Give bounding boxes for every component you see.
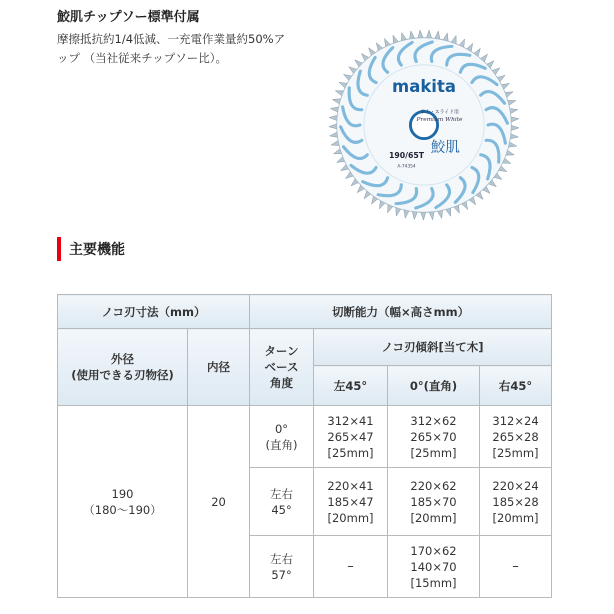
cell-text: 190 xyxy=(111,486,134,501)
capacity-cell xyxy=(480,406,552,468)
cell-text: 57° xyxy=(271,567,292,582)
cell-text: [20mm] xyxy=(492,510,539,525)
cell-text: [20mm] xyxy=(410,510,457,525)
cell-text: [25mm] xyxy=(327,445,374,460)
section-title: 主要機能 xyxy=(69,242,125,258)
header-left-45: 左45° xyxy=(314,366,388,406)
header-text: ベース xyxy=(264,360,299,374)
header-turn-base-angle xyxy=(250,329,314,406)
cell-text: 45° xyxy=(271,502,292,517)
cell-text: 左右 xyxy=(270,551,294,566)
header-text: (使用できる刃物径) xyxy=(71,368,174,382)
table-header-row xyxy=(58,295,552,329)
blade-subtitle-en: Premium White xyxy=(416,117,463,124)
cell-text: 220×62 xyxy=(410,478,457,493)
description-line: 摩擦抵抗約1/4低減、一充電作業量約50%ア xyxy=(57,32,286,46)
cell-text: 265×70 xyxy=(410,429,457,444)
cell-text: 185×28 xyxy=(492,494,539,509)
saw-blade-image xyxy=(327,28,521,222)
cell-text: 140×70 xyxy=(410,559,457,574)
product-title: 鮫肌チップソー標準付属 xyxy=(57,10,200,25)
cell-text: 170×62 xyxy=(410,543,457,558)
capacity-cell xyxy=(314,468,388,536)
header-text: 外径 xyxy=(111,352,134,366)
cell-text: 220×24 xyxy=(492,478,539,493)
header-right-45: 右45° xyxy=(480,366,552,406)
blade-brand-logo: makita xyxy=(392,77,456,97)
outer-diameter-cell xyxy=(58,406,188,598)
header-outer-diameter xyxy=(58,329,188,406)
cell-text: 312×41 xyxy=(327,413,374,428)
cell-text: 265×47 xyxy=(327,429,374,444)
cell-text: 220×41 xyxy=(327,478,374,493)
capacity-cell xyxy=(480,468,552,536)
cell-text: [15mm] xyxy=(410,575,457,590)
header-text: 角度 xyxy=(270,376,294,390)
header-saw-size: ノコ刃寸法（mm） xyxy=(58,295,250,329)
header-zero: 0°(直角) xyxy=(388,366,480,406)
angle-cell xyxy=(250,468,314,536)
product-description xyxy=(57,30,307,68)
cell-text: 左右 xyxy=(270,486,294,501)
header-blade-tilt: ノコ刃傾斜[当て木] xyxy=(314,329,552,366)
capacity-cell xyxy=(388,468,480,536)
section-accent-bar xyxy=(57,237,61,261)
cell-text: 185×70 xyxy=(410,494,457,509)
description-line: ップ （当社従来チップソー比）。 xyxy=(57,51,228,65)
blade-spec-label: 190/65T xyxy=(388,150,425,160)
section-heading xyxy=(57,236,125,262)
cell-text: [20mm] xyxy=(327,510,374,525)
capacity-cell xyxy=(388,406,480,468)
header-inner-diameter: 内径 xyxy=(188,329,250,406)
cell-text: [25mm] xyxy=(410,445,457,460)
header-cutting-capacity: 切断能力（幅×高さmm） xyxy=(250,295,552,329)
cell-text: 312×24 xyxy=(492,413,539,428)
capacity-cell-empty: – xyxy=(314,536,388,598)
blade-subtitle: 卓上・スライド用 xyxy=(420,109,459,116)
spec-table xyxy=(57,294,552,598)
cell-text: 185×47 xyxy=(327,494,374,509)
blade-kanji-logo: 鮫肌 xyxy=(430,139,460,157)
cell-text: (直角) xyxy=(265,437,298,452)
table-header-row xyxy=(58,329,552,366)
table-row xyxy=(58,406,552,468)
capacity-cell-empty: – xyxy=(480,536,552,598)
cell-text: 265×28 xyxy=(492,429,539,444)
header-text: ターン xyxy=(264,344,299,358)
cell-text: （180～190） xyxy=(83,502,162,517)
cell-text: [25mm] xyxy=(492,445,539,460)
cell-text: 312×62 xyxy=(410,413,457,428)
blade-code-label: A-74354 xyxy=(397,164,416,170)
inner-diameter-cell: 20 xyxy=(188,406,250,598)
cell-text: 0° xyxy=(274,421,289,436)
capacity-cell xyxy=(388,536,480,598)
capacity-cell xyxy=(314,406,388,468)
angle-cell xyxy=(250,406,314,468)
angle-cell xyxy=(250,536,314,598)
